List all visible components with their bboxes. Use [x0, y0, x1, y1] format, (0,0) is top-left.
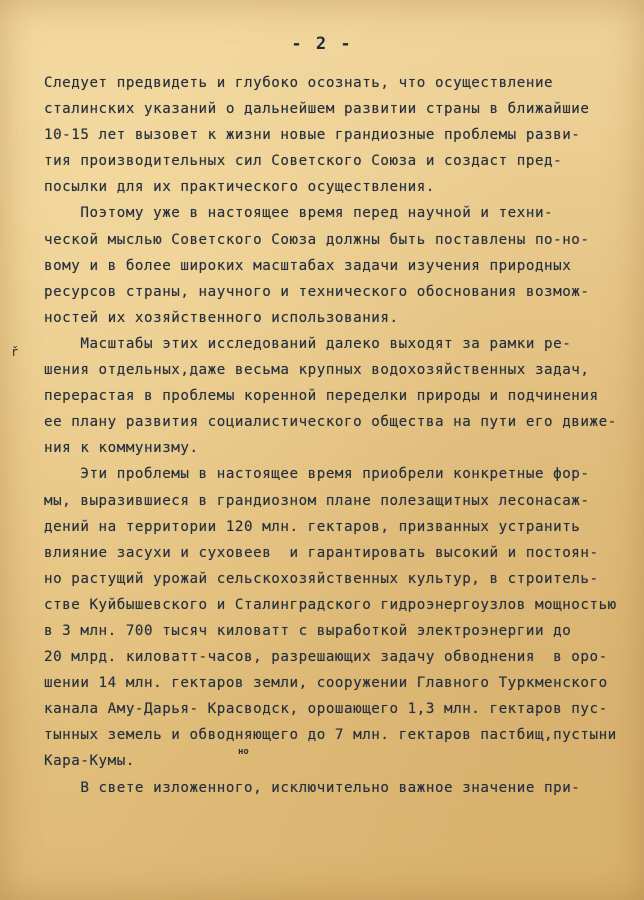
text-line: сталинских указаний о дальнейшем развитии страны в ближайшие	[44, 101, 590, 118]
text-line: ресурсов страны, научного и технического обоснования возмож-	[44, 283, 590, 300]
text-line: влияние засухи и суховеев и гарантировать высокий и постоян-	[44, 544, 599, 561]
text-line: вому и в более широких масштабах задачи изучения природных	[44, 257, 572, 274]
text-line: канала Аму-Дарья- Красводск, орошающего 1,3 млн. гектаров пус-	[44, 701, 608, 718]
text-line: Масштабы этих исследований далеко выходят за рамки ре-	[44, 335, 572, 352]
text-line: ее плану развития социалистического общества на пути его движе-	[44, 414, 617, 431]
text-line: Поэтому уже в настоящее время перед научной и техни-	[44, 205, 554, 222]
typewritten-text	[44, 70, 640, 801]
text-line: тынных земель и обводняющего до 7 млн. гектаров пастбищ,пустыни	[44, 727, 617, 744]
text-line: ческой мыслью Советского Союза должны быть поставлены по-но-	[44, 231, 590, 248]
text-line: посылки для их практического осуществления.	[44, 179, 435, 196]
text-line: В свете изложенного, исключительно важное значение при-	[44, 779, 581, 796]
margin-mark: ř	[11, 345, 19, 359]
text-line: тия производительных сил Советского Союза и создаст пред-	[44, 153, 563, 170]
text-line: Эти проблемы в настоящее время приобрели конкретные фор-	[44, 466, 590, 483]
text-line: Кара-Кумы.	[44, 753, 135, 770]
text-line: мы, выразившиеся в грандиозном плане полезащитных лесонасаж-	[44, 492, 590, 509]
text-line: Следует предвидеть и глубоко осознать, что осуществление	[44, 75, 554, 91]
text-line: 20 млрд. киловатт-часов, разрешающих задачу обводнения в оро-	[44, 649, 608, 666]
text-line: 10-15 лет вызовет к жизни новые грандиозные проблемы разви-	[44, 127, 581, 144]
text-line: шения отдельных,даже весьма крупных водохозяйственных задач,	[44, 362, 590, 379]
text-line: ния к коммунизму.	[44, 440, 199, 457]
text-line: перерастая в проблемы коренной переделки природы и подчинения	[44, 388, 599, 405]
text-line: дений на территории 120 млн. гектаров, призванных устранить	[44, 518, 581, 535]
text-line: шении 14 млн. гектаров земли, сооружении Главного Туркменского	[44, 675, 608, 692]
text-line: стве Куйбышевского и Сталинградского гидроэнергоузлов мощностью	[44, 596, 617, 613]
page-number: - 2 -	[291, 34, 353, 54]
text-line: ностей их хозяйственного использования.	[44, 309, 399, 326]
handwritten-insertion: но	[238, 747, 249, 757]
text-line: в 3 млн. 700 тысяч киловатт с выработкой электроэнергии до	[44, 622, 572, 639]
text-line: но растущий урожай сельскохозяйственных культур, в строитель-	[44, 570, 599, 587]
